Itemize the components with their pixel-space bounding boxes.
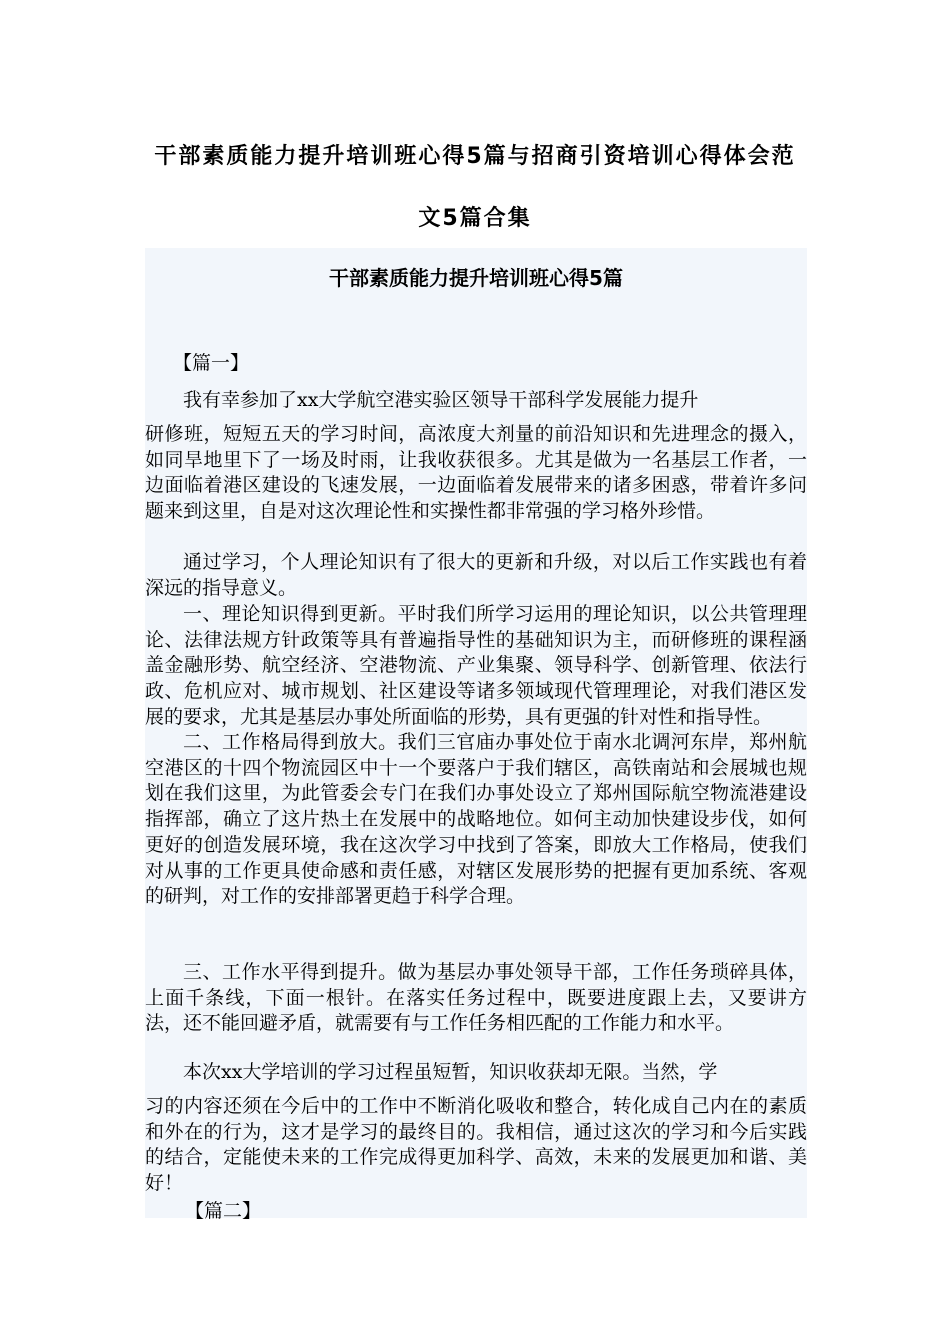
content-panel [145,248,807,1222]
paragraph-1-line1: 我有幸参加了xx大学航空港实验区领导干部科学发展能力提升 [183,389,699,411]
paragraph-6-line1: 本次xx大学培训的学习过程虽短暂，知识收获却无限。当然，学 [183,1061,718,1083]
section-heading: 干部素质能力提升培训班心得5篇 [329,266,623,290]
document-title-line1: 干部素质能力提升培训班心得5篇与招商引资培训心得体会范 [154,144,796,169]
document-title-line2: 文5篇合集 [418,206,532,231]
paragraph-4: 二、工作格局得到放大。我们三官庙办事处位于南水北调河东岸，郑州航空港区的十四个物流园区中十一个要落户于我们辖区，高铁南站和会展城也规划在我们这里，为此管委会专门在我们办事处设立了郑州国际航空物流港建设指挥部，确立了这片热土在发展中的战略地位。如何主动加快建设步伐，如何更好的创造发展环境，我在这次学习中找到了答案，即放大工作格局，使我们对从事的工作更具使命感和责任感，对辖区发展形势的把握有更加系统、客观的研判，对工作的安排部署更趋于科学合理。 [145,731,807,908]
document-title [130,126,820,250]
part2-marker: 【篇二】 [185,1200,262,1222]
paragraph-2: 通过学习，个人理论知识有了很大的更新和升级，对以后工作实践也有着深远的指导意义。 [145,551,807,599]
part1-marker: 【篇一】 [173,352,250,374]
paragraph-1-body: 研修班，短短五天的学习时间，高浓度大剂量的前沿知识和先进理念的摄入，如同旱地里下了一场及时雨，让我收获很多。尤其是做为一名基层工作者，一边面临着港区建设的飞速发展，一边面临着发展带来的诸多困惑，带着许多问题来到这里，自是对这次理论性和实操性都非常强的学习格外珍惜。 [145,423,807,523]
paragraph-6-body: 习的内容还须在今后中的工作中不断消化吸收和整合，转化成自己内在的素质和外在的行为，这才是学习的最终目的。我相信，通过这次的学习和今后实践的结合，定能使未来的工作完成得更加科学、高效，未来的发展更加和谐、美好！ [145,1095,807,1195]
paragraph-3: 一、理论知识得到更新。平时我们所学习运用的理论知识，以公共管理理论、法律法规方针政策等具有普遍指导性的基础知识为主，而研修班的课程涵盖金融形势、航空经济、空港物流、产业集聚、领导科学、创新管理、依法行政、危机应对、城市规划、社区建设等诸多领域现代管理理论，对我们港区发展的要求，尤其是基层办事处所面临的形势，具有更强的针对性和指导性。 [145,603,807,728]
paragraph-5: 三、工作水平得到提升。做为基层办事处领导干部，工作任务琐碎具体，上面千条线，下面一根针。在落实任务过程中，既要进度跟上去，又要讲方法，还不能回避矛盾，就需要有与工作任务相匹配的工作能力和水平。 [145,961,807,1035]
